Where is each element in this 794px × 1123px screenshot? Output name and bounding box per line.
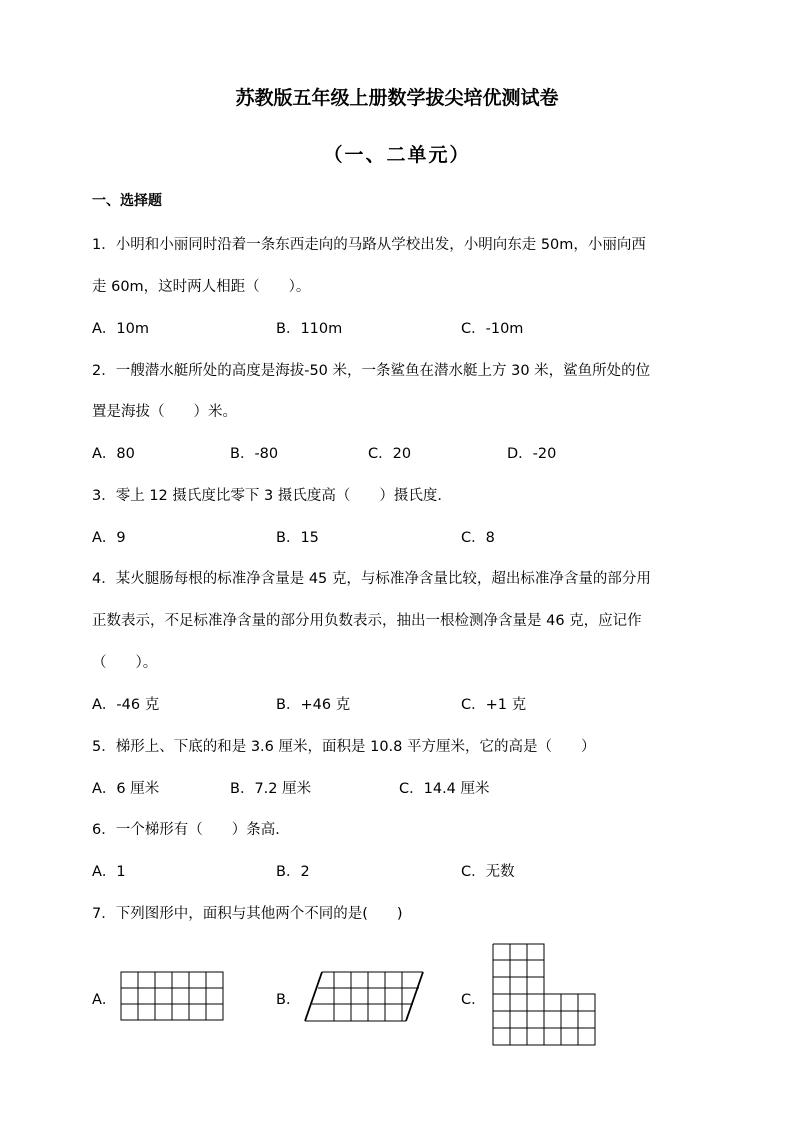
question-2-option-a[interactable]: A．80 <box>92 446 135 462</box>
question-7-option-c[interactable]: C． <box>461 992 486 1008</box>
question-4-line-1: 4．某火腿肠每根的标准净含量是 45 克，与标准净含量比较，超出标准净含量的部分用 <box>92 571 651 587</box>
question-1-line-2: 走 60m，这时两人相距（ ）。 <box>92 279 311 295</box>
question-6-option-a[interactable]: A．1 <box>92 864 126 880</box>
question-4-option-c[interactable]: C．+1 克 <box>461 697 527 713</box>
question-6-option-b[interactable]: B．2 <box>276 864 310 880</box>
question-1-option-c[interactable]: C．-10m <box>461 321 524 337</box>
question-2-line-1: 2．一艘潜水艇所处的高度是海拔-50 米，一条鲨鱼在潜水艇上方 30 米，鲨鱼所处的位 <box>92 363 651 379</box>
grid-rectangle-figure[interactable] <box>120 971 224 1021</box>
question-5-option-c[interactable]: C．14.4 厘米 <box>399 781 490 797</box>
question-4-line-3: （ ）。 <box>92 655 158 671</box>
page-subtitle: （一、二单元） <box>323 144 471 166</box>
question-3-option-a[interactable]: A．9 <box>92 530 126 546</box>
question-7-option-b[interactable]: B． <box>276 992 301 1008</box>
question-2-option-b[interactable]: B．-80 <box>230 446 279 462</box>
question-1-option-a[interactable]: A．10m <box>92 321 149 337</box>
question-4-option-a[interactable]: A．-46 克 <box>92 697 160 713</box>
section-heading: 一、选择题 <box>92 193 162 209</box>
question-5-option-a[interactable]: A．6 厘米 <box>92 781 160 797</box>
question-2-option-c[interactable]: C．20 <box>368 446 412 462</box>
question-4-line-2: 正数表示，不足标准净含量的部分用负数表示，抽出一根检测净含量是 46 克，应记作 <box>92 613 642 629</box>
question-1-option-b[interactable]: B．110m <box>276 321 343 337</box>
question-3-option-c[interactable]: C．8 <box>461 530 495 546</box>
question-6-line-1: 6．一个梯形有（ ）条高． <box>92 822 290 838</box>
question-5-option-b[interactable]: B．7.2 厘米 <box>230 781 312 797</box>
question-2-line-2: 置是海拔（ ）米。 <box>92 404 237 420</box>
question-3-option-b[interactable]: B．15 <box>276 530 319 546</box>
question-6-option-c[interactable]: C．无数 <box>461 864 515 880</box>
question-7-line-1: 7．下列图形中，面积与其他两个不同的是( ) <box>92 906 403 922</box>
grid-l-shape-figure[interactable] <box>492 943 598 1047</box>
question-4-option-b[interactable]: B．+46 克 <box>276 697 351 713</box>
page-title: 苏教版五年级上册数学拔尖培优测试卷 <box>235 87 559 109</box>
question-1-line-1: 1．小明和小丽同时沿着一条东西走向的马路从学校出发，小明向东走 50m，小丽向西 <box>92 237 646 253</box>
question-3-line-1: 3．零上 12 摄氏度比零下 3 摄氏度高（ ）摄氏度． <box>92 488 452 504</box>
question-5-line-1: 5．梯形上、下底的和是 3.6 厘米，面积是 10.8 平方厘米，它的高是（ ） <box>92 739 596 755</box>
grid-parallelogram-figure[interactable] <box>304 971 424 1023</box>
question-7-option-a[interactable]: A． <box>92 992 117 1008</box>
question-2-option-d[interactable]: D．-20 <box>507 446 557 462</box>
